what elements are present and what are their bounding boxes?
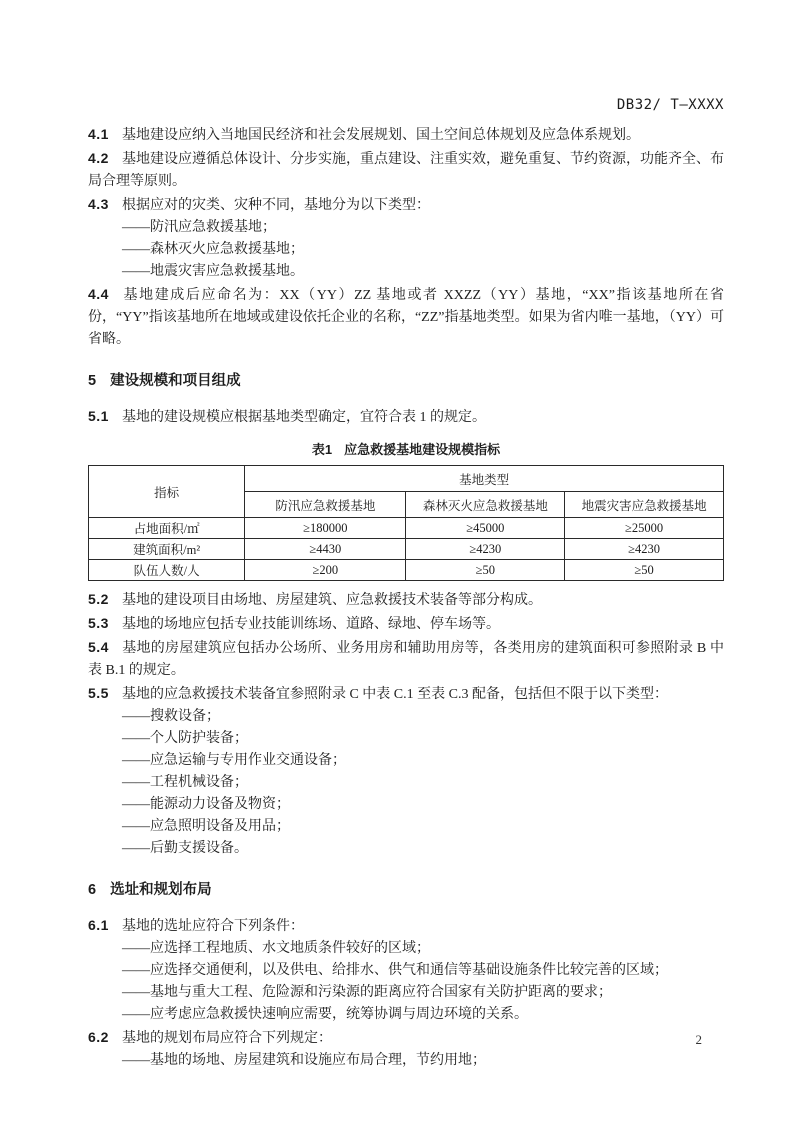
cell-value: ≥45000 (406, 518, 565, 539)
table-row (89, 518, 724, 539)
clause-text: 基地的建设规模应根据基地类型确定，宜符合表 1 的规定。 (121, 410, 486, 425)
table-col-header: 森林灭火应急救援基地 (406, 492, 565, 518)
clause-text: 基地建成后应命名为：XX（YY）ZZ 基地或者 XXZZ（YY）基地，“XX”指该基地所在省份，“YY”指该基地所在地域或建设依托企业的名称，“ZZ”指基地类型。如果为省内唯一基地，（YY）可省略。 (88, 288, 724, 347)
clause-text: 基地的规划布局应符合下列规定： (121, 1031, 332, 1046)
clause-text: 基地建设应遵循总体设计、分步实施，重点建设、注重实效，避免重复、节约资源，功能齐全、布局合理等原则。 (88, 152, 724, 189)
clause-text: 基地的选址应符合下列条件： (121, 919, 304, 934)
clause-text: 基地的建设项目由场地、房屋建筑、应急救援技术装备等部分构成。 (121, 593, 542, 608)
site-condition-item: ——基地与重大工程、危险源和污染源的距离应符合国家有关防护距离的要求； (122, 985, 612, 1000)
table-col-header: 防汛应急救援基地 (245, 492, 406, 518)
cell-value: ≥4230 (565, 539, 724, 560)
section-title: 选址和规划布局 (110, 882, 212, 898)
clause-number: 5.1 (88, 408, 109, 424)
clause-number: 4.4 (88, 286, 109, 302)
section-6-heading (88, 879, 724, 901)
clause-number: 5.3 (88, 615, 109, 631)
cell-value: ≥180000 (245, 518, 406, 539)
clause-number: 6.2 (88, 1029, 109, 1045)
section-title: 建设规模和项目组成 (110, 373, 241, 389)
clause-5-1 (88, 405, 724, 429)
equipment-item: ——应急照明设备及用品； (122, 819, 290, 834)
clause-6-2 (88, 1026, 724, 1050)
clause-4-2 (88, 147, 724, 193)
section-5-heading (88, 370, 724, 392)
equipment-item: ——工程机械设备； (122, 775, 248, 790)
equipment-item: ——个人防护装备； (122, 731, 248, 746)
table-row (89, 560, 724, 581)
section-number: 6 (88, 882, 97, 898)
clause-number: 4.2 (88, 150, 109, 166)
table-caption-label: 表1 (311, 442, 333, 457)
clause-text: 基地建设应纳入当地国民经济和社会发展规划、国土空间总体规划及应急体系规划。 (121, 128, 640, 143)
cell-value: ≥200 (245, 560, 406, 581)
equipment-item: ——能源动力设备及物资； (122, 797, 290, 812)
cell-value: ≥25000 (565, 518, 724, 539)
row-label: 建筑面积/m² (89, 539, 245, 560)
section-number: 5 (88, 373, 97, 389)
base-type-item: ——防汛应急救援基地； (122, 220, 276, 235)
clause-5-5 (88, 682, 724, 706)
table-caption-title: 应急救援基地建设规模指标 (344, 442, 501, 457)
table-group-header: 基地类型 (245, 466, 724, 492)
table-1-caption (88, 440, 724, 460)
clause-number: 5.4 (88, 639, 109, 655)
clause-6-1 (88, 914, 724, 938)
equipment-item: ——应急运输与专用作业交通设备； (122, 753, 346, 768)
clause-number: 4.3 (88, 196, 109, 212)
clause-5-3 (88, 612, 724, 636)
site-condition-item: ——应选择交通便利，以及供电、给排水、供气和通信等基础设施条件比较完善的区域； (122, 963, 668, 978)
equipment-item: ——搜救设备； (122, 709, 220, 724)
clause-number: 6.1 (88, 917, 109, 933)
clause-text: 基地的场地应包括专业技能训练场、道路、绿地、停车场等。 (121, 617, 500, 632)
layout-rule-item: ——基地的场地、房屋建筑和设施应布局合理，节约用地； (122, 1053, 486, 1068)
doc-code: DB32/ T—XXXX (616, 97, 724, 113)
table-corner-header: 指标 (89, 466, 245, 518)
table-1-spec-table (88, 465, 724, 581)
row-label: 队伍人数/人 (89, 560, 245, 581)
site-condition-item: ——应考虑应急救援快速响应需要，统筹协调与周边环境的关系。 (122, 1007, 528, 1022)
clause-5-2 (88, 588, 724, 612)
page-number: 2 (695, 1032, 702, 1047)
cell-value: ≥50 (565, 560, 724, 581)
equipment-item: ——后勤支援设备。 (122, 841, 248, 856)
clause-number: 5.5 (88, 685, 109, 701)
clause-4-4 (88, 283, 724, 351)
clause-4-3 (88, 193, 724, 217)
row-label: 占地面积/㎡ (89, 518, 245, 539)
cell-value: ≥50 (406, 560, 565, 581)
clause-text: 基地的房屋建筑应包括办公场所、业务用房和辅助用房等，各类用房的建筑面积可参照附录 B 中表 B.1 的规定。 (88, 641, 724, 678)
cell-value: ≥4230 (406, 539, 565, 560)
table-col-header: 地震灾害应急救援基地 (565, 492, 724, 518)
table-row (89, 539, 724, 560)
clause-number: 4.1 (88, 126, 109, 142)
clause-text: 根据应对的灾类、灾种不同，基地分为以下类型： (121, 198, 430, 213)
base-type-item: ——地震灾害应急救援基地。 (122, 264, 304, 279)
clause-text: 基地的应急救援技术装备宜参照附录 C 中表 C.1 至表 C.3 配备，包括但不限于以下类型： (121, 687, 668, 702)
site-condition-item: ——应选择工程地质、水文地质条件较好的区域； (122, 941, 430, 956)
clause-5-4 (88, 636, 724, 682)
clause-4-1 (88, 123, 724, 147)
clause-number: 5.2 (88, 591, 109, 607)
cell-value: ≥4430 (245, 539, 406, 560)
base-type-item: ——森林灭火应急救援基地； (122, 242, 304, 257)
